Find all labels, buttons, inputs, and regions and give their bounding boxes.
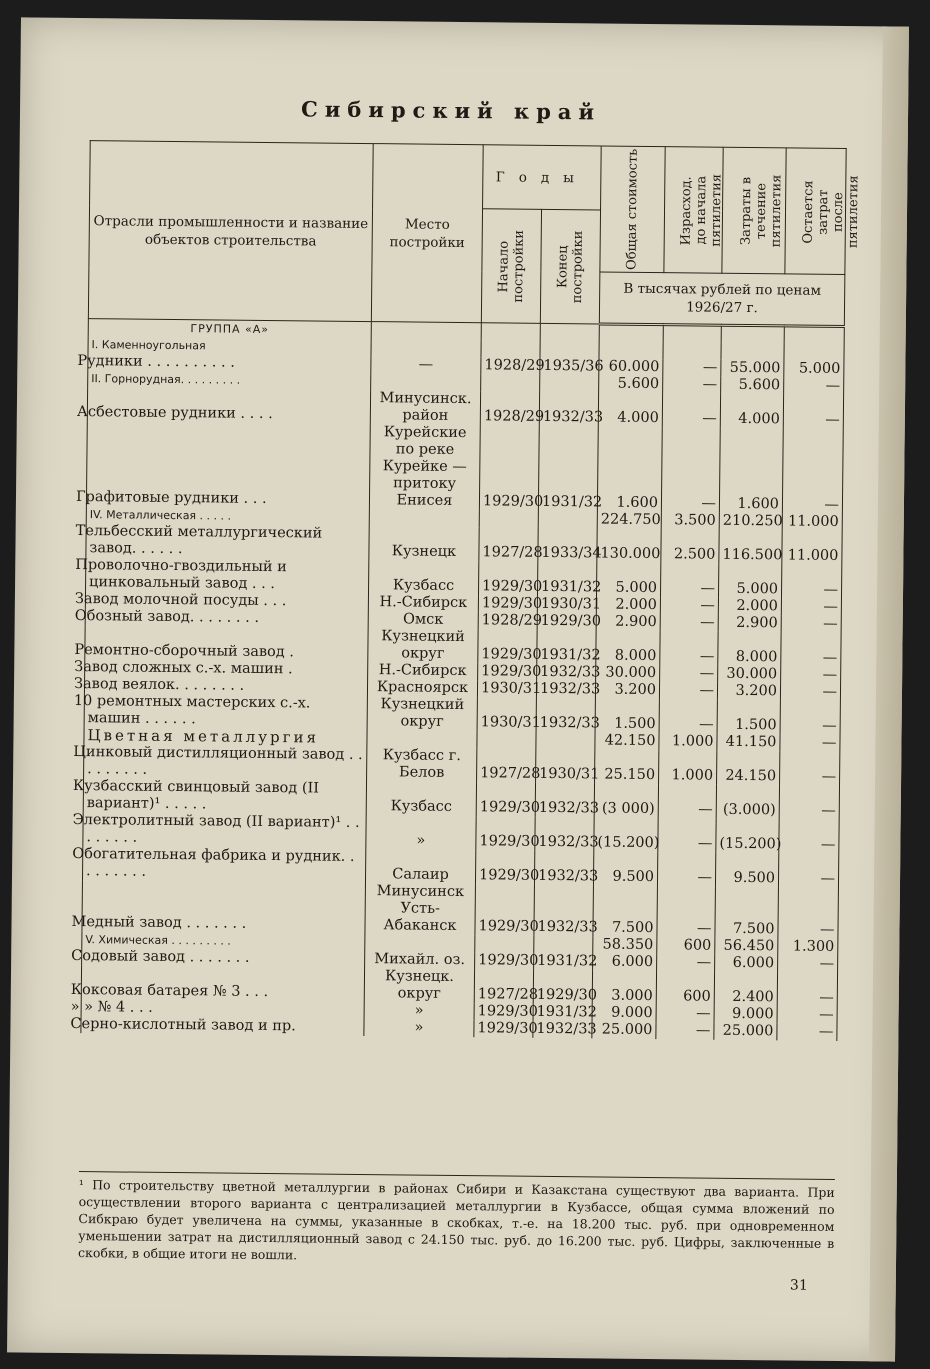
remaining-cost: 11.000 [782,513,842,531]
start-year: 1928/29 [481,357,540,375]
empty-cell [663,325,721,343]
table-row [82,880,838,939]
table-row [86,421,843,514]
end-year: 1931/32 [534,953,593,971]
spent-during: 56.450 [715,938,778,956]
start-year: 1929/30 [474,1020,533,1038]
name-item: Асбестовые рудники . . . . [87,387,370,424]
spent-before: 2.500 [661,529,719,564]
remaining-cost: — [780,700,840,735]
spent-during: 3.200 [717,683,780,701]
end-year [536,732,595,750]
spent-before: — [660,563,718,598]
footnote-text: ¹ По строительству цветной металлургии в районах Сибири и Казакстана существуют два варианта. При осуществлении второго варианта с централизацией металлургии в Кузбассе, общая сумма вложений по Сибкраю будет увеличена на суммы, указанные в скобках, т.-е. на 18.200 тыс. руб. при одновременном уменьшении затрат на дистилляционный завод с 24.150 тыс. руб. до 16.200 тыс. руб. Цифры, заключенные в скобки, в общие итоги не вошли. [78,1177,835,1263]
place: — [371,356,481,374]
name-item: Коксовая батарея № 3 . . . [81,965,364,1002]
place: » [366,815,476,850]
spent-before: — [663,359,721,377]
start-year: 1929/30 [475,952,534,970]
total-cost: 1.600 [597,427,662,513]
name-item: Электролитный завод (II вариант)¹ . . . . . . . . [83,812,366,849]
name-item: Серно-кислотный завод и пр. [81,1016,364,1036]
total-cost: 9.500 [593,852,657,887]
name-item: Завод молочной посуды . . . [85,591,368,611]
spent-during [721,343,784,361]
page-edge [869,26,909,1361]
start-year [477,731,536,749]
end-year [534,936,593,954]
header-remaining: Остается затрат после пятилетия [800,175,861,249]
remaining-cost: — [778,887,839,939]
empty-cell [540,323,599,341]
place [371,373,481,391]
place: Кузнецк. округ [364,968,474,1003]
spent-during: (3.000) [716,785,779,820]
spent-before: — [657,886,716,938]
spent-before: — [657,954,715,972]
spent-before [663,342,721,360]
empty-cell [784,326,844,344]
place [369,509,479,527]
empty-cell [599,324,663,342]
page-number: 31 [789,1277,808,1294]
spent-during: 7.500 [715,887,779,939]
start-year [479,510,538,528]
start-year: 1929/30 [478,663,537,681]
construction-table [70,140,861,1041]
name-item: Рудники . . . . . . . . . . [88,353,371,373]
start-year: 1929/30 [478,561,537,596]
spent-before: — [660,614,718,632]
spent-during: 6.000 [715,955,778,973]
start-year: 1928/29 [478,612,537,630]
place: » [364,1002,474,1020]
total-cost: 6.000 [593,954,657,972]
spent-before: 1.000 [659,733,717,751]
spent-during: 30.000 [718,666,781,684]
total-cost: (15.200) [594,818,658,853]
header-end: Конец постройки [555,230,586,304]
start-year: 1929/30 [474,1003,533,1021]
place: Омск [368,611,478,629]
total-cost: 130.000 [597,529,661,564]
end-year: 1932/33 [536,698,595,733]
total-cost: 7.500 [593,886,658,938]
name-section: IV. Металлическая . . . . . [86,506,369,526]
header-years: Годы [483,145,602,210]
total-cost: 2.000 [596,597,660,615]
empty-cell [371,322,481,341]
spent-before: — [659,682,717,700]
remaining-cost: — [778,955,838,973]
name-item: Ремонтно-сборочный завод . [85,625,368,662]
total-cost: 224.750 [597,512,661,530]
total-cost: 9.000 [592,1005,656,1023]
name-item: Тельбесский металлургический завод. . . . . . [86,523,369,560]
start-year: 1929/30 [479,425,539,511]
remaining-cost: — [781,598,841,616]
name-item: Завод сложных с.-х. машин . [85,659,368,679]
place: Кузнецк [369,526,479,561]
remaining-cost: — [779,819,839,854]
end-year: 1929/30 [533,970,592,1005]
name-item: Цинковый дистилляционный завод . . . . . . . . . [84,744,367,781]
start-year: 1929/30 [475,884,535,936]
place: Кузбасс г. Белов [367,747,477,782]
start-year: 1929/30 [478,629,537,664]
book-page [7,17,909,1361]
spent-during: 210.250 [719,513,782,531]
spent-before: 1.000 [659,750,717,785]
header-spent-before: Израсход. до начала пятилетия [678,173,724,247]
remaining-cost: — [781,666,841,684]
name-item: Обозный завод. . . . . . . . [85,608,368,628]
total-cost: 1.500 [595,699,659,734]
remaining-cost: — [780,734,840,752]
remaining-cost: — [782,429,843,515]
header-place: Место постройки [371,144,483,323]
total-cost: 2.900 [596,614,660,632]
remaining-cost: — [777,1006,837,1024]
start-year [481,374,540,392]
place: Кузнецкий округ [368,628,478,663]
name-item: 10 ремонтных мастерских с.-х. машин . . . . . . [84,693,367,730]
spent-before: — [660,631,718,666]
spent-before: — [659,699,717,734]
total-cost [599,342,663,360]
header-branches: Отрасли промышленности и название объектов строительства [88,141,373,322]
name-item: Кузбасский свинцовый завод (II вариант)¹ . . . . . [83,778,366,815]
end-year: 1932/33 [535,817,594,852]
place: Красноярск [367,679,477,697]
start-year: 1927/28 [479,527,538,562]
end-year: 1931/32 [537,562,596,597]
header-spent-during: Затраты в течение пятилетия [738,174,785,248]
end-year: 1929/30 [537,613,596,631]
spent-during: 24.150 [717,751,780,786]
spent-during: 9.500 [715,853,778,888]
total-cost: 3.200 [595,682,659,700]
remaining-cost: — [777,1023,837,1041]
remaining-cost: — [780,683,840,701]
end-year: 1933/34 [538,528,597,563]
place: Михайл. оз. [365,951,475,969]
page-title: Сибирский край [300,96,602,125]
place: Салаир [365,849,475,884]
start-year: 1929/30 [475,850,534,885]
spent-before: — [661,427,720,513]
spent-during: 41.150 [717,734,780,752]
total-cost: 5.600 [599,376,663,394]
spent-during: 1.500 [717,700,780,735]
place: Кузнецкий округ [367,696,477,731]
remaining-cost: — [777,972,837,1007]
name-item: Обогатительная фабрика и рудник. . . . . . . . . [82,846,365,883]
end-year: 1932/33 [534,885,594,937]
end-year: 1931/32 [538,426,598,512]
end-year: 1932/33 [539,392,598,427]
start-year: 1928/29 [480,391,539,426]
start-year: 1929/30 [478,595,537,613]
spent-before: — [658,784,716,819]
header-total: Общая стоимость [624,148,641,270]
place: Минусинск Усть-Абаканск [365,883,476,935]
end-year: 1932/33 [533,1021,592,1039]
footnote [78,1171,835,1269]
total-cost: 58.350 [593,937,657,955]
start-year [475,935,534,953]
remaining-cost: — [781,632,841,667]
name-item: Графитовые рудники . . . [86,421,370,509]
remaining-cost: 1.300 [778,938,838,956]
remaining-cost: — [778,853,838,888]
end-year: 1932/33 [537,664,596,682]
spent-before: — [660,665,718,683]
total-cost: 25.000 [592,1022,656,1040]
remaining-cost: — [781,564,841,599]
spent-during: 116.500 [719,530,782,565]
spent-before: — [658,818,716,853]
start-year: 1930/31 [477,680,536,698]
total-cost: 5.000 [596,563,660,598]
spent-during: 25.000 [714,1023,777,1041]
name-item: Содовый завод . . . . . . . [82,948,365,968]
total-cost: 8.000 [596,631,660,666]
empty-cell [721,325,784,343]
end-year: 1932/33 [536,681,595,699]
place: » [364,1019,474,1037]
end-year: 1931/32 [537,630,596,665]
remaining-cost: — [784,378,844,396]
start-year: 1930/31 [477,697,536,732]
end-year: 1930/31 [537,596,596,614]
place [371,339,481,357]
group-heading: ГРУППА «А» [88,319,371,339]
spent-during: 2.900 [718,615,781,633]
remaining-cost: 5.000 [784,361,844,379]
end-year: 1931/32 [533,1004,592,1022]
total-cost: 30.000 [596,665,660,683]
spent-during: 9.000 [714,1006,777,1024]
spent-before: 3.500 [661,512,719,530]
start-year [481,340,540,358]
place: Курейские по реке Курейке — притоку Енисея [369,424,480,510]
remaining-cost: — [780,751,840,786]
name-item: » » № 4 . . . [81,999,364,1019]
name-section: II. Горнорудная. . . . . . . . . [88,370,371,390]
name-section: V. Химическая . . . . . . . . . [82,931,365,951]
spent-during: (15.200) [716,819,779,854]
place: Кузбасс [368,560,478,595]
end-year [540,341,599,359]
spent-during: 4.000 [720,394,783,429]
end-year: 1932/33 [535,783,594,818]
end-year: 1930/31 [536,749,595,784]
total-cost: 60.000 [599,359,663,377]
remaining-cost: — [781,615,841,633]
spent-during: 5.600 [721,377,784,395]
place [367,730,477,748]
place: Н.-Сибирск [368,662,478,680]
spent-during: 1.600 [719,428,783,514]
spent-before: 600 [656,971,714,1006]
total-cost: 25.150 [595,750,659,785]
end-year [540,375,599,393]
table-body [70,319,844,1041]
spent-before: — [662,393,720,428]
spent-during: 2.400 [714,972,777,1007]
start-year: 1929/30 [476,782,535,817]
empty-cell [481,323,540,341]
remaining-cost: — [783,395,843,430]
total-cost: 4.000 [598,393,662,428]
spent-during: 2.000 [718,598,781,616]
remaining-cost: 11.000 [782,530,842,565]
spent-before: — [656,1022,714,1040]
spent-during: 5.000 [718,564,781,599]
start-year: 1927/28 [477,748,536,783]
remaining-cost [784,344,844,362]
total-cost: 3.000 [592,971,656,1006]
start-year: 1929/30 [476,816,535,851]
end-year: 1935/36 [540,358,599,376]
spent-before: — [657,852,715,887]
spent-before: — [663,376,721,394]
spent-before: — [660,597,718,615]
end-year: 1932/33 [534,851,593,886]
name-section: Цветная металлургия [84,727,367,747]
place [365,934,475,952]
end-year [538,511,597,529]
header-units: В тысячах рублей по ценам 1926/27 г. [599,272,845,327]
total-cost: 42.150 [595,733,659,751]
total-cost: (3 000) [594,784,658,819]
spent-before: 600 [657,937,715,955]
remaining-cost: — [779,785,839,820]
name-item: Завод веялок. . . . . . . . [84,676,367,696]
header-start: Начало постройки [496,229,527,303]
place: Кузбасс [366,781,476,816]
place: Минусинск. район [370,390,480,425]
spent-before: — [656,1005,714,1023]
place: Н.-Сибирск [368,594,478,612]
name-item: Медный завод . . . . . . . [82,880,366,934]
name-section: I. Каменноугольная [88,336,371,356]
name-item: Проволочно-гвоздильный и цинковальный завод . . . [86,557,369,594]
spent-during: 8.000 [718,632,781,667]
start-year: 1927/28 [474,969,533,1004]
spent-during: 55.000 [721,360,784,378]
